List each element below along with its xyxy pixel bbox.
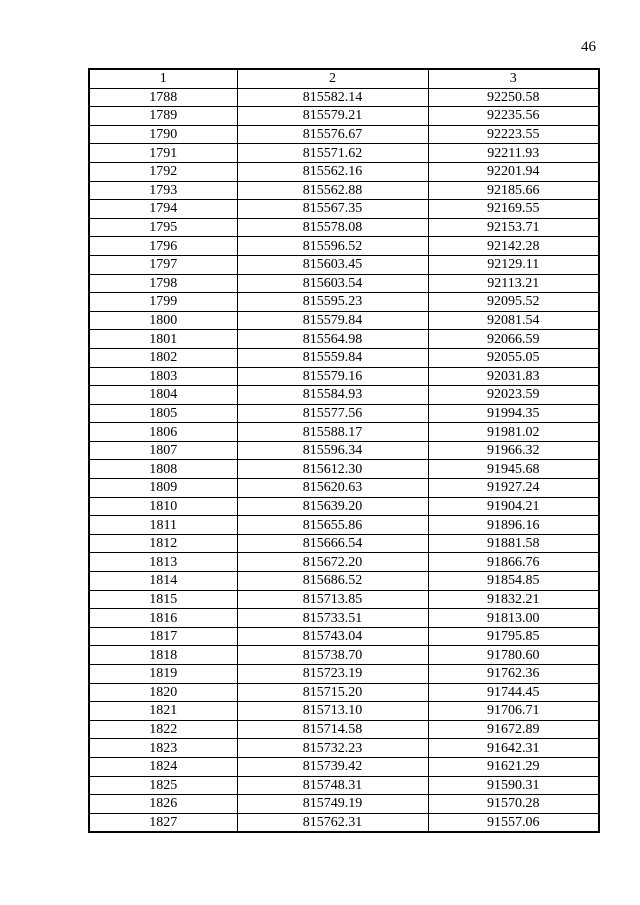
table-row: [89, 646, 599, 665]
table-row: [89, 386, 599, 405]
y-coordinate-cell: 91672.89: [428, 720, 599, 739]
x-coordinate-cell: 815579.21: [237, 107, 428, 126]
point-number-cell: 1827: [89, 813, 237, 832]
y-coordinate-cell: 92169.55: [428, 200, 599, 219]
y-coordinate-cell: 91706.71: [428, 702, 599, 721]
x-coordinate-cell: 815559.84: [237, 348, 428, 367]
point-number-cell: 1815: [89, 590, 237, 609]
y-coordinate-cell: 91832.21: [428, 590, 599, 609]
table-row: [89, 181, 599, 200]
x-coordinate-cell: 815562.16: [237, 162, 428, 181]
point-number-cell: 1816: [89, 609, 237, 628]
point-number-cell: 1808: [89, 460, 237, 479]
y-coordinate-cell: 92031.83: [428, 367, 599, 386]
x-coordinate-cell: 815588.17: [237, 423, 428, 442]
y-coordinate-cell: 92201.94: [428, 162, 599, 181]
header-row: [89, 69, 599, 88]
x-coordinate-cell: 815584.93: [237, 386, 428, 405]
y-coordinate-cell: 91866.76: [428, 553, 599, 572]
coordinates-table: [88, 68, 600, 833]
table-row: [89, 107, 599, 126]
y-coordinate-cell: 92211.93: [428, 144, 599, 163]
table-row: [89, 404, 599, 423]
table-row: [89, 274, 599, 293]
table-row: [89, 720, 599, 739]
table-row: [89, 757, 599, 776]
x-coordinate-cell: 815596.52: [237, 237, 428, 256]
table-row: [89, 348, 599, 367]
x-coordinate-cell: 815562.88: [237, 181, 428, 200]
table-row: [89, 534, 599, 553]
x-coordinate-cell: 815571.62: [237, 144, 428, 163]
table-row: [89, 460, 599, 479]
y-coordinate-cell: 92223.55: [428, 125, 599, 144]
point-number-cell: 1824: [89, 757, 237, 776]
x-coordinate-cell: 815748.31: [237, 776, 428, 795]
table-header: [89, 69, 599, 88]
table-row: [89, 88, 599, 107]
y-coordinate-cell: 91780.60: [428, 646, 599, 665]
table-row: [89, 627, 599, 646]
y-coordinate-cell: 92185.66: [428, 181, 599, 200]
table-row: [89, 200, 599, 219]
point-number-cell: 1825: [89, 776, 237, 795]
table-row: [89, 237, 599, 256]
point-number-cell: 1818: [89, 646, 237, 665]
x-coordinate-cell: 815567.35: [237, 200, 428, 219]
x-coordinate-cell: 815603.54: [237, 274, 428, 293]
y-coordinate-cell: 91927.24: [428, 479, 599, 498]
table-row: [89, 330, 599, 349]
table-row: [89, 479, 599, 498]
y-coordinate-cell: 91762.36: [428, 665, 599, 684]
point-number-cell: 1791: [89, 144, 237, 163]
y-coordinate-cell: 91795.85: [428, 627, 599, 646]
point-number-cell: 1813: [89, 553, 237, 572]
table-row: [89, 311, 599, 330]
x-coordinate-cell: 815578.08: [237, 218, 428, 237]
page-number: 46: [581, 39, 596, 55]
point-number-cell: 1800: [89, 311, 237, 330]
point-number-cell: 1793: [89, 181, 237, 200]
point-number-cell: 1807: [89, 441, 237, 460]
point-number-cell: 1796: [89, 237, 237, 256]
point-number-cell: 1790: [89, 125, 237, 144]
point-number-cell: 1799: [89, 293, 237, 312]
point-number-cell: 1823: [89, 739, 237, 758]
y-coordinate-cell: 91813.00: [428, 609, 599, 628]
table-row: [89, 776, 599, 795]
y-coordinate-cell: 91904.21: [428, 497, 599, 516]
table-row: [89, 441, 599, 460]
x-coordinate-cell: 815655.86: [237, 516, 428, 535]
x-coordinate-cell: 815672.20: [237, 553, 428, 572]
x-coordinate-cell: 815743.04: [237, 627, 428, 646]
x-coordinate-cell: 815579.84: [237, 311, 428, 330]
table-row: [89, 497, 599, 516]
table-row: [89, 702, 599, 721]
point-number-cell: 1805: [89, 404, 237, 423]
point-number-cell: 1788: [89, 88, 237, 107]
table-row: [89, 293, 599, 312]
point-number-cell: 1806: [89, 423, 237, 442]
y-coordinate-cell: 91945.68: [428, 460, 599, 479]
point-number-cell: 1797: [89, 255, 237, 274]
y-coordinate-cell: 92023.59: [428, 386, 599, 405]
x-coordinate-cell: 815576.67: [237, 125, 428, 144]
point-number-cell: 1795: [89, 218, 237, 237]
y-coordinate-cell: 92066.59: [428, 330, 599, 349]
table-row: [89, 423, 599, 442]
point-number-cell: 1803: [89, 367, 237, 386]
y-coordinate-cell: 92235.56: [428, 107, 599, 126]
point-number-cell: 1812: [89, 534, 237, 553]
x-coordinate-cell: 815723.19: [237, 665, 428, 684]
point-number-cell: 1802: [89, 348, 237, 367]
table-row: [89, 255, 599, 274]
table-row: [89, 739, 599, 758]
y-coordinate-cell: 91570.28: [428, 795, 599, 814]
point-number-cell: 1821: [89, 702, 237, 721]
point-number-cell: 1820: [89, 683, 237, 702]
point-number-cell: 1798: [89, 274, 237, 293]
y-coordinate-cell: 91642.31: [428, 739, 599, 758]
point-number-cell: 1792: [89, 162, 237, 181]
y-coordinate-cell: 92055.05: [428, 348, 599, 367]
point-number-cell: 1801: [89, 330, 237, 349]
table-row: [89, 144, 599, 163]
y-coordinate-cell: 92081.54: [428, 311, 599, 330]
x-coordinate-cell: 815733.51: [237, 609, 428, 628]
y-coordinate-cell: 91981.02: [428, 423, 599, 442]
point-number-cell: 1817: [89, 627, 237, 646]
y-coordinate-cell: 91557.06: [428, 813, 599, 832]
table-row: [89, 665, 599, 684]
x-coordinate-cell: 815579.16: [237, 367, 428, 386]
x-coordinate-cell: 815714.58: [237, 720, 428, 739]
y-coordinate-cell: 91881.58: [428, 534, 599, 553]
y-coordinate-cell: 91966.32: [428, 441, 599, 460]
table-row: [89, 125, 599, 144]
table-row: [89, 683, 599, 702]
x-coordinate-cell: 815762.31: [237, 813, 428, 832]
table-row: [89, 609, 599, 628]
y-coordinate-cell: 92129.11: [428, 255, 599, 274]
x-coordinate-cell: 815713.10: [237, 702, 428, 721]
x-coordinate-cell: 815739.42: [237, 757, 428, 776]
x-coordinate-cell: 815577.56: [237, 404, 428, 423]
table-row: [89, 218, 599, 237]
x-coordinate-cell: 815620.63: [237, 479, 428, 498]
x-coordinate-cell: 815749.19: [237, 795, 428, 814]
table-row: [89, 516, 599, 535]
y-coordinate-cell: 91896.16: [428, 516, 599, 535]
column-header-1: 1: [89, 69, 237, 88]
x-coordinate-cell: 815738.70: [237, 646, 428, 665]
point-number-cell: 1804: [89, 386, 237, 405]
point-number-cell: 1811: [89, 516, 237, 535]
table-row: [89, 367, 599, 386]
x-coordinate-cell: 815582.14: [237, 88, 428, 107]
point-number-cell: 1826: [89, 795, 237, 814]
y-coordinate-cell: 92153.71: [428, 218, 599, 237]
x-coordinate-cell: 815595.23: [237, 293, 428, 312]
x-coordinate-cell: 815686.52: [237, 572, 428, 591]
y-coordinate-cell: 91994.35: [428, 404, 599, 423]
x-coordinate-cell: 815612.30: [237, 460, 428, 479]
point-number-cell: 1822: [89, 720, 237, 739]
x-coordinate-cell: 815603.45: [237, 255, 428, 274]
y-coordinate-cell: 92142.28: [428, 237, 599, 256]
y-coordinate-cell: 91621.29: [428, 757, 599, 776]
x-coordinate-cell: 815596.34: [237, 441, 428, 460]
x-coordinate-cell: 815564.98: [237, 330, 428, 349]
table-row: [89, 553, 599, 572]
table-row: [89, 590, 599, 609]
y-coordinate-cell: 92113.21: [428, 274, 599, 293]
column-header-3: 3: [428, 69, 599, 88]
point-number-cell: 1810: [89, 497, 237, 516]
point-number-cell: 1819: [89, 665, 237, 684]
x-coordinate-cell: 815639.20: [237, 497, 428, 516]
y-coordinate-cell: 91744.45: [428, 683, 599, 702]
point-number-cell: 1809: [89, 479, 237, 498]
point-number-cell: 1794: [89, 200, 237, 219]
x-coordinate-cell: 815732.23: [237, 739, 428, 758]
table-row: [89, 795, 599, 814]
column-header-2: 2: [237, 69, 428, 88]
table-row: [89, 162, 599, 181]
y-coordinate-cell: 92250.58: [428, 88, 599, 107]
y-coordinate-cell: 91854.85: [428, 572, 599, 591]
point-number-cell: 1814: [89, 572, 237, 591]
table-body: [89, 88, 599, 832]
x-coordinate-cell: 815666.54: [237, 534, 428, 553]
y-coordinate-cell: 91590.31: [428, 776, 599, 795]
point-number-cell: 1789: [89, 107, 237, 126]
table-row: [89, 813, 599, 832]
x-coordinate-cell: 815715.20: [237, 683, 428, 702]
x-coordinate-cell: 815713.85: [237, 590, 428, 609]
y-coordinate-cell: 92095.52: [428, 293, 599, 312]
table-row: [89, 572, 599, 591]
